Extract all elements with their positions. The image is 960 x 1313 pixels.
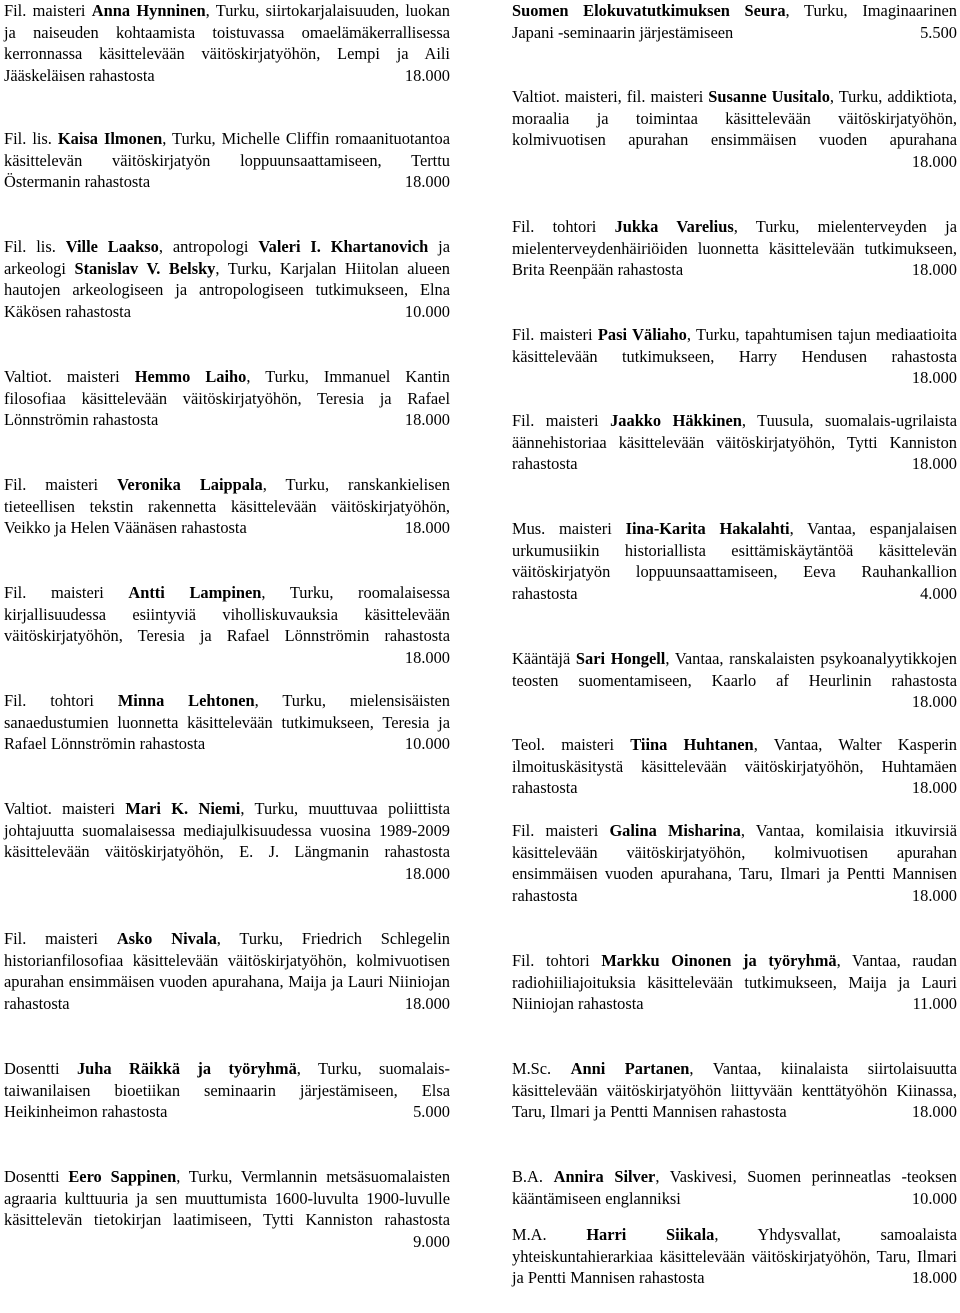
- recipient-name: Harri Siikala: [586, 1225, 715, 1244]
- grant-description: ja arkeologi: [4, 237, 450, 278]
- recipient-name: Asko Nivala: [116, 929, 217, 948]
- recipient-name: Iina-Karita Hakalahti: [625, 519, 790, 538]
- grant-amount: 11.000: [912, 994, 957, 1014]
- grant-entry: [512, 950, 957, 1015]
- grant-text: [512, 410, 957, 475]
- grant-text: [4, 0, 450, 86]
- grant-amount: 18.000: [911, 692, 957, 712]
- grant-description: , Turku, Immanuel Kantin filosofiaa käsittelevään väitöskirjatyöhön, Teresia ja Rafael Lönnströmin rahastosta: [4, 367, 450, 430]
- grant-amount: 18.000: [404, 518, 450, 538]
- grant-description: , Vantaa, Walter Kasperin ilmoituskäsitystä käsittelevään väitöskirjatyöhön, Huhtamäen rahastosta: [512, 735, 958, 798]
- grant-entry: [512, 410, 957, 475]
- grant-description: , Turku, Imaginaarinen Japani -seminaarin järjestämiseen: [512, 1, 957, 42]
- grant-title: Valtiot. maisteri, fil. maisteri: [512, 87, 709, 106]
- grant-description: , Turku, mielenterveyden ja mielenterveydenhäiriöiden luonnetta käsittelevään tutkimukseen, Brita Reenpään rahastosta: [512, 217, 957, 280]
- grant-description: , Vantaa, kiinalaista siirtolaisuutta käsittelevään väitöskirjatyöhön liittyvään kenttätyöhön Kiinassa, Taru, Ilmari ja Pentti Mannisen rahastosta: [512, 1059, 957, 1122]
- grant-text: [512, 86, 957, 172]
- grant-title: Teol. maisteri: [512, 735, 631, 754]
- grant-entry: [512, 1166, 957, 1209]
- grant-text: [512, 734, 957, 799]
- grant-description: , Turku, addiktiota, moraalia ja toimintaa käsittelevään väitöskirjatyöhön, kolmivuotisen apurahan ensimmäisen vuoden apurahana: [512, 87, 958, 150]
- grant-description: , Turku, ranskankielisen tieteellisen tekstin rakennetta käsittelevään väitöskirjatyöhön, Veikko ja Helen Väänäsen rahastosta: [4, 475, 450, 538]
- grant-amount: 9.000: [413, 1231, 450, 1251]
- grant-entry: [512, 1058, 957, 1123]
- recipient-name: Jukka Varelius: [614, 217, 734, 236]
- grant-description: , Turku, muuttuvaa poliittista johtajuutta suomalaisessa mediajulkisuudessa vuosina 1989-2009 käsittelevään väitöskirjatyöhön, E. J. Längmanin rahastosta: [4, 799, 450, 862]
- recipient-name: Tiina Huhtanen: [630, 735, 754, 754]
- recipient-name: Annira Silver: [553, 1167, 656, 1186]
- grant-description: , Turku, Karjalan Hiitolan alueen hautojen arkeologiseen ja antropologiseen tutkimukseen, Elna Käkösen rahastosta: [4, 258, 450, 321]
- grant-entry: [512, 0, 957, 43]
- grant-amount: 18.000: [911, 885, 957, 905]
- grant-amount: 10.000: [911, 1188, 957, 1208]
- recipient-name: Hemmo Laiho: [134, 367, 247, 386]
- recipient-name: Anni Partanen: [570, 1059, 690, 1078]
- recipient-name: Suomen Elokuvatutkimuksen Seura: [512, 1, 786, 20]
- grant-entry: [4, 928, 450, 1014]
- grant-description: , Turku, suomalais-taiwanilaisen bioetiikan seminaarin järjestämiseen, Elsa Heikinheimon rahastosta: [4, 1059, 450, 1122]
- grant-title: B.A.: [512, 1167, 554, 1186]
- grant-title: Fil. maisteri: [4, 475, 118, 494]
- grant-title: Fil. lis.: [4, 237, 66, 256]
- grant-title: Valtiot. maisteri: [4, 799, 126, 818]
- grant-amount: 18.000: [404, 172, 450, 192]
- recipient-name: Susanne Uusitalo: [708, 87, 830, 106]
- recipient-name: Kaisa Ilmonen: [57, 129, 163, 148]
- grant-amount: 5.500: [920, 22, 957, 42]
- grant-entry: [4, 1166, 450, 1252]
- grant-text: [4, 928, 450, 1014]
- recipient-name: Markku Oinonen ja työryhmä: [601, 951, 837, 970]
- grant-entry: [512, 1224, 957, 1289]
- grant-entry: [4, 582, 450, 668]
- grant-entry: [4, 236, 450, 322]
- grant-description: , Turku, Friedrich Schlegelin historianfilosofiaa käsittelevään väitöskirjatyöhön, kolmivuotisen apurahan ensimmäisen vuoden apurahana, Maija ja Lauri Niiniojan rahastosta: [4, 929, 450, 1013]
- grant-title: Fil. maisteri: [4, 583, 129, 602]
- grant-amount: 18.000: [404, 993, 450, 1013]
- grant-title: Kääntäjä: [512, 649, 576, 668]
- recipient-name: Valeri I. Khartanovich: [258, 237, 429, 256]
- grant-amount: 10.000: [404, 301, 450, 321]
- grant-entry: [4, 1058, 450, 1123]
- grant-text: [4, 582, 450, 668]
- grant-title: Fil. tohtori: [512, 217, 615, 236]
- recipient-name: Stanislav V. Belsky: [74, 258, 216, 278]
- grant-text: [512, 518, 957, 604]
- recipient-name: Minna Lehtonen: [117, 691, 255, 710]
- grant-text: [4, 366, 450, 431]
- recipient-name: Eero Sappinen: [68, 1167, 177, 1186]
- grant-description: , Turku, roomalaisessa kirjallisuudessa esiintyviä viholliskuvauksia käsittelevään väitöskirjatyöhön, Teresia ja Rafael Lönnströmin rahastosta: [4, 583, 450, 646]
- grant-entry: [4, 798, 450, 884]
- grant-title: Fil. maisteri: [512, 411, 611, 430]
- grant-entry: [4, 474, 450, 539]
- grant-amount: 18.000: [911, 260, 957, 280]
- grant-amount: 18.000: [911, 778, 957, 798]
- recipient-name: Ville Laakso: [65, 237, 159, 256]
- grant-title: Fil. maisteri: [4, 929, 117, 948]
- grant-entry: [4, 128, 450, 193]
- grant-entry: [4, 690, 450, 755]
- grant-description: , Turku, siirtokarjalaisuuden, luokan ja naiseuden kohtaamista toistuvassa omaelämäkerrallisessa kerronnassa käsittelevään väitöskirjatyöhön, Lempi ja Aili Jääskeläisen rahastosta: [4, 1, 450, 85]
- recipient-name: Antti Lampinen: [128, 583, 262, 602]
- recipient-name: Veronika Laippala: [117, 475, 263, 494]
- grant-title: M.Sc.: [512, 1059, 571, 1078]
- grant-entry: [512, 648, 957, 713]
- grant-title: M.A.: [512, 1225, 587, 1244]
- grant-text: [4, 128, 450, 193]
- recipient-name: Pasi Väliaho: [597, 325, 687, 344]
- grant-description: , Turku, mielensisäisten sanaedustumien luonnetta käsittelevään tutkimukseen, Teresia ja Rafael Lönnströmin rahastosta: [4, 691, 450, 754]
- grant-title: Valtiot. maisteri: [4, 367, 135, 386]
- recipient-name: Sari Hongell: [575, 649, 666, 668]
- grant-description: , Yhdysvallat, samoalaista yhteiskuntahierarkiaa käsittelevään väitöskirjatyöhön, Taru, Ilmari ja Pentti Mannisen rahastosta: [512, 1225, 957, 1288]
- grant-description: , Tuusula, suomalais-ugrilaista äännehistoriaa käsittelevään väitöskirjatyöhön, Tytti Kanniston rahastosta: [512, 411, 957, 474]
- grant-amount: 18.000: [404, 863, 450, 883]
- grant-description: , Turku, tapahtumisen tajun mediaatioita käsittelevään tutkimukseen, Harry Hendusen rahastosta: [512, 325, 957, 366]
- grant-text: [4, 1166, 450, 1252]
- grant-text: [512, 324, 957, 389]
- grant-entry: [512, 518, 957, 604]
- grant-amount: 4.000: [920, 583, 957, 603]
- grant-text: [4, 236, 450, 322]
- grant-text: [4, 474, 450, 539]
- grant-amount: 18.000: [404, 647, 450, 667]
- grant-text: [4, 798, 450, 884]
- grant-amount: 18.000: [911, 1268, 957, 1288]
- grant-text: [4, 1058, 450, 1123]
- grant-entry: [512, 324, 957, 389]
- grant-description: , antropologi: [158, 237, 259, 256]
- grant-description: , Vantaa, espanjalaisen urkumusiikin historiallista esittämiskäytäntöä käsittelevän väitöskirjatyön loppuunsaattamiseen, Eeva Rauhankallion rahastosta: [512, 519, 958, 603]
- grant-entry: [512, 820, 957, 906]
- grant-title: Dosentti: [4, 1059, 77, 1078]
- grant-text: [512, 820, 957, 906]
- grant-title: Fil. tohtori: [4, 691, 118, 710]
- grant-entry: [4, 366, 450, 431]
- grant-description: , Turku, Vermlannin metsäsuomalaisten agraaria kulttuuria ja sen muuttumista 1600-luvulta 1900-luvulle käsittelevän tietokirjan laatimiseen, Tytti Kanniston rahastosta: [4, 1167, 451, 1230]
- grant-text: [512, 1224, 957, 1289]
- grant-title: Fil. maisteri: [512, 325, 598, 344]
- grant-text: [512, 216, 957, 281]
- grant-amount: 18.000: [911, 368, 957, 388]
- recipient-name: Juha Räikkä ja työryhmä: [76, 1059, 297, 1078]
- grant-title: Fil. maisteri: [512, 821, 610, 840]
- grant-description: , Vantaa, ranskalaisten psykoanalyytikkojen teosten suomentamiseen, Kaarlo af Heurlinin rahastosta: [512, 649, 957, 690]
- grant-text: [512, 950, 957, 1015]
- grant-entry: [4, 0, 450, 86]
- grant-entry: [512, 216, 957, 281]
- grant-amount: 18.000: [911, 151, 957, 171]
- grant-description: , Vantaa, raudan radiohiiliajoituksia käsittelevään tutkimukseen, Maija ja Lauri Niiniojan rahastosta: [512, 951, 957, 1014]
- recipient-name: Jaakko Häkkinen: [610, 411, 742, 430]
- grant-description: , Turku, Michelle Cliffin romaanituotantoa käsittelevän väitöskirjatyön loppuunsaattamiseen, Terttu Östermanin rahastosta: [4, 129, 450, 192]
- recipient-name: Anna Hynninen: [91, 1, 206, 20]
- grant-title: Mus. maisteri: [512, 519, 626, 538]
- grant-amount: 5.000: [413, 1102, 450, 1122]
- grant-text: [512, 648, 957, 713]
- grant-title: Fil. lis.: [4, 129, 58, 148]
- grant-entry: [512, 86, 957, 172]
- grant-title: Fil. maisteri: [4, 1, 92, 20]
- grant-text: [4, 690, 450, 755]
- grant-amount: 18.000: [911, 1102, 957, 1122]
- grant-entry: [512, 734, 957, 799]
- grant-title: Fil. tohtori: [512, 951, 602, 970]
- recipient-name: Galina Misharina: [609, 821, 741, 840]
- grant-text: [512, 1166, 957, 1209]
- grant-title: Dosentti: [4, 1167, 69, 1186]
- grant-amount: 18.000: [404, 410, 450, 430]
- grant-description: , Vaskivesi, Suomen perinneatlas -teoksen kääntämiseen englanniksi: [512, 1167, 957, 1208]
- grant-text: [512, 1058, 957, 1123]
- grant-description: , Vantaa, komilaisia itkuvirsiä käsittelevään väitöskirjatyöhön, kolmivuotisen apurahan ensimmäisen vuoden apurahana, Taru, Ilmari ja Pentti Mannisen rahastosta: [512, 821, 957, 905]
- grant-amount: 18.000: [404, 65, 450, 85]
- recipient-name: Mari K. Niemi: [125, 799, 241, 818]
- grant-text: [512, 0, 957, 43]
- grant-amount: 18.000: [911, 454, 957, 474]
- grant-amount: 10.000: [404, 734, 450, 754]
